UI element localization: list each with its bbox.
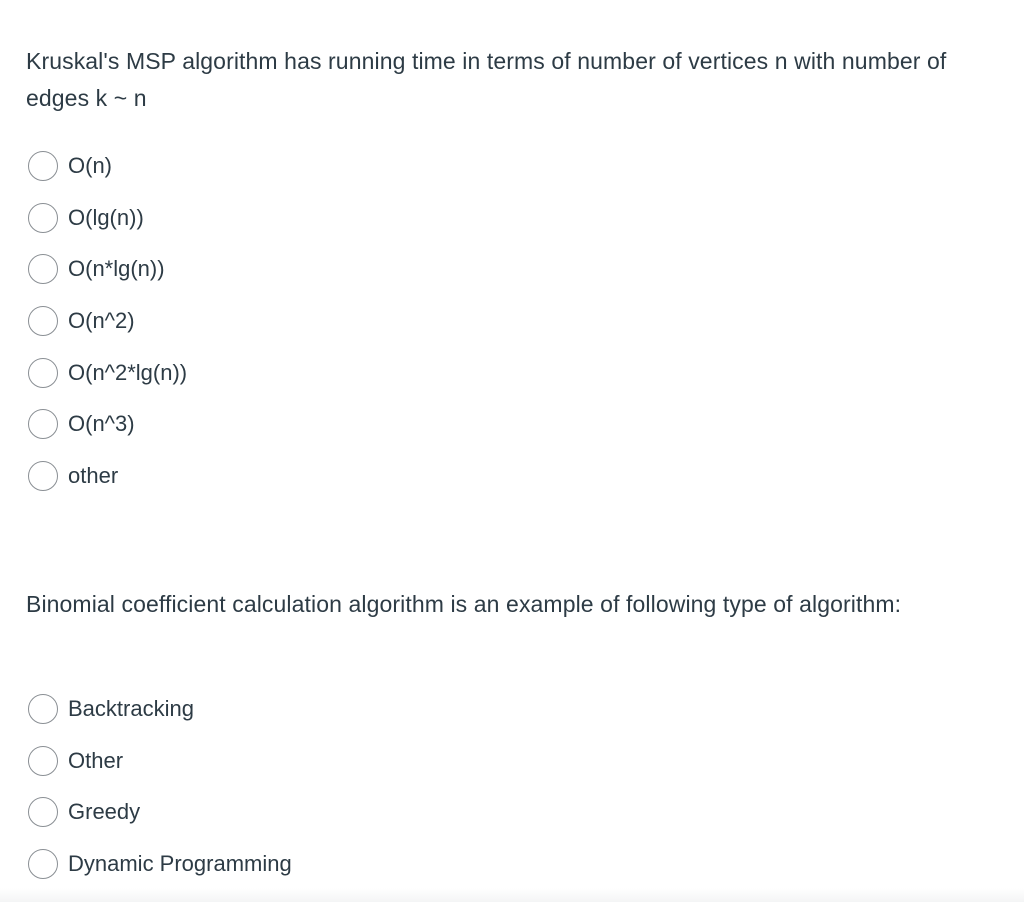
question-2-answers xyxy=(28,683,292,890)
radio-button[interactable] xyxy=(28,849,58,879)
radio-button[interactable] xyxy=(28,203,58,233)
answer-option[interactable] xyxy=(28,735,292,787)
answer-option[interactable] xyxy=(28,347,187,399)
page-bottom-edge xyxy=(0,888,1024,902)
question-1-text: Kruskal's MSP algorithm has running time in terms of number of vertices n with number of edges k ~ n xyxy=(26,48,947,111)
radio-button[interactable] xyxy=(28,461,58,491)
answer-option[interactable] xyxy=(28,295,187,347)
radio-button[interactable] xyxy=(28,409,58,439)
answer-option[interactable] xyxy=(28,243,187,295)
radio-button[interactable] xyxy=(28,306,58,336)
answer-label[interactable]: Dynamic Programming xyxy=(68,850,292,876)
answer-option[interactable] xyxy=(28,398,187,450)
question-1-answers xyxy=(28,140,187,502)
answer-option[interactable] xyxy=(28,838,292,890)
radio-button[interactable] xyxy=(28,358,58,388)
question-2-text: Binomial coefficient calculation algorithm is an example of following type of algorithm: xyxy=(26,591,902,617)
answer-label[interactable]: O(n*lg(n)) xyxy=(68,256,165,282)
answer-option[interactable] xyxy=(28,140,187,192)
radio-button[interactable] xyxy=(28,746,58,776)
answer-option[interactable] xyxy=(28,683,292,735)
radio-button[interactable] xyxy=(28,797,58,827)
answer-option[interactable] xyxy=(28,450,187,502)
answer-label[interactable]: Other xyxy=(68,747,124,773)
answer-label[interactable]: O(n) xyxy=(68,152,112,178)
answer-option[interactable] xyxy=(28,786,292,838)
answer-label[interactable]: O(lg(n)) xyxy=(68,204,144,230)
radio-button[interactable] xyxy=(28,151,58,181)
answer-label[interactable]: O(n^2) xyxy=(68,307,135,333)
answer-label[interactable]: Backtracking xyxy=(68,695,194,721)
answer-label[interactable]: other xyxy=(68,462,119,488)
answer-label[interactable]: O(n^3) xyxy=(68,411,135,437)
answer-option[interactable] xyxy=(28,192,187,244)
answer-label[interactable]: O(n^2*lg(n)) xyxy=(68,359,188,385)
answer-label[interactable]: Greedy xyxy=(68,799,141,825)
radio-button[interactable] xyxy=(28,254,58,284)
radio-button[interactable] xyxy=(28,694,58,724)
